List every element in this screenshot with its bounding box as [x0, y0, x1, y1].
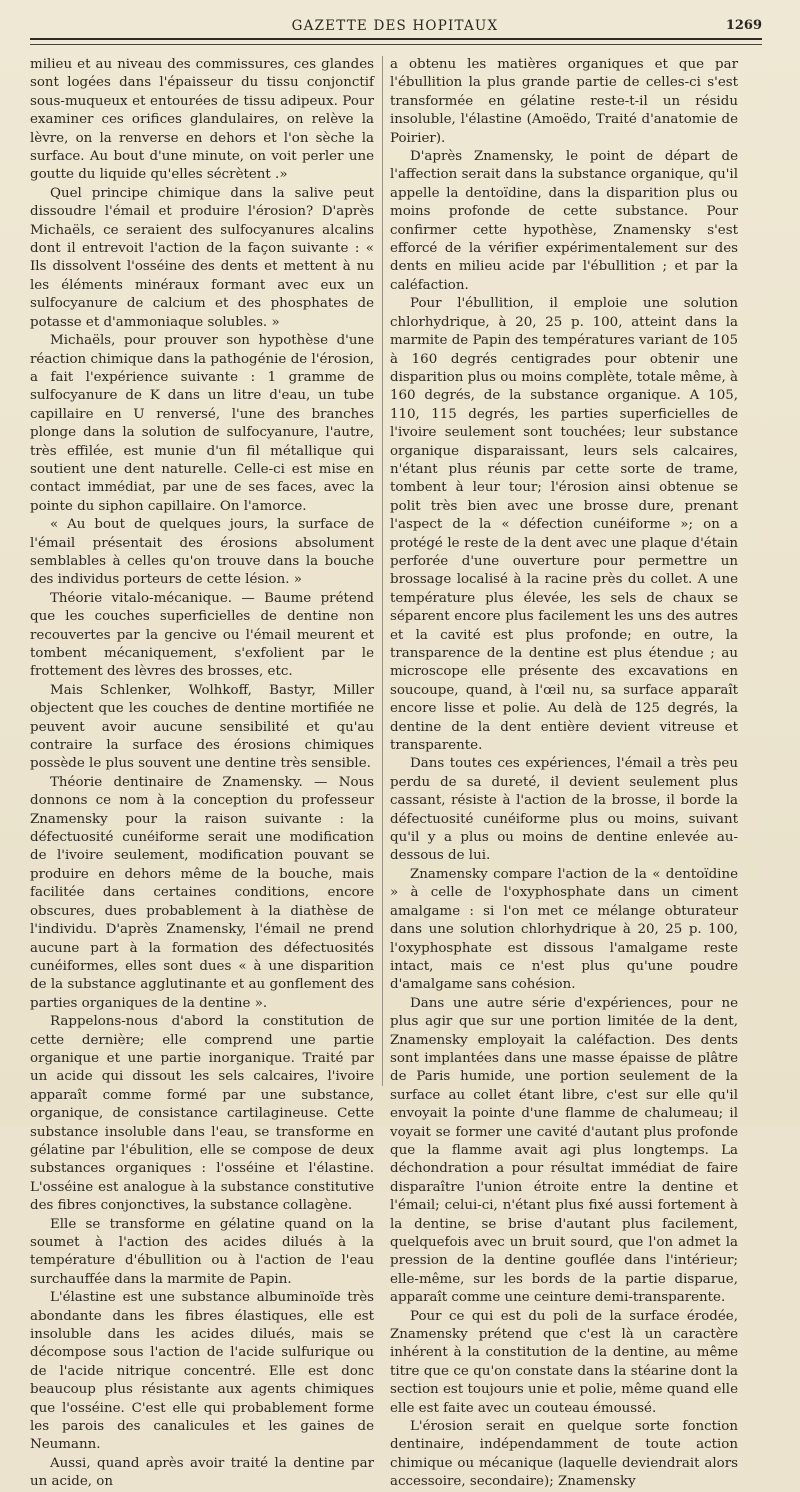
paragraph: Quel principe chimique dans la salive peut dissoudre l'émail et produire l'érosion? D'après Michaëls, ce seraient des sulfocyanures alcalins dont il entrevoit l'action de la façon suivante : « Ils dissolvent l'osséine des dents et mettent à nu les éléments minéraux formant avec eux un sulfocyanure de calcium et des phosphates de potasse et d'ammoniaque solubles. »: [30, 185, 374, 330]
paragraph: milieu et au niveau des commissures, ces glandes sont logées dans l'épaisseur du tissu conjonctif sous-muqueux et entourées de tissu adipeux. Pour examiner ces orifices glandulaires, on relève la lèvre, on la renverse en dehors et l'on sèche la surface. Au bout d'une minute, on voit perler une goutte du liquide qu'elles sécrètent .»: [30, 57, 374, 183]
paragraph: Théorie dentinaire de Znamensky. — Nous donnons ce nom à la conception du professeur Znamensky pour la raison suivante : la défectuosité cunéiforme serait une modification de l'ivoire seulement, modification pouvant se produire en dehors même de la bouche, mais facilitée dans certaines conditions, encore obscures, dues probablement à la diathèse de l'individu. D'après Znamensky, l'émail ne prend aucune part à la formation des défectuosités cunéiformes, elles sont dues « à une disparition de la substance agglutinante et au gonflement des parties organiques de la dentine ».: [30, 774, 374, 1011]
paragraph: Rappelons-nous d'abord la constitution de cette dernière; elle comprend une partie organique et une partie inorganique. Traité par un acide qui dissout les sels calcaires, l'ivoire apparaît comme formé par une substance, organique, de consistance cartilagineuse. Cette substance insoluble dans l'eau, se transforme en gélatine par l'ébulition, elle se compose de deux substances organiques : l'osséine et l'élastine. L'osséine est analogue à la substance constitutive des fibres conjonctives, la substance collagène.: [30, 1014, 374, 1214]
paragraph: a obtenu les matières organiques et que par l'ébullition la plus grande partie de celles-ci s'est transformée en gélatine reste-t-il un résidu insoluble, l'élastine (Amoëdo, Traité d'anatomie de Poirier).: [390, 57, 738, 146]
journal-title: GAZETTE DES HOPITAUX: [291, 18, 499, 34]
paragraph: L'élastine est une substance albuminoïde très abondante dans les fibres élastiques, elle est insoluble dans les acides dilués, mais se décompose sous l'action de l'acide sulfurique ou de l'acide nitrique concentré. Elle est donc beaucoup plus résistante aux agents chimiques que l'osséine. C'est elle qui probablement forme les parois des canalicules et les gaines de Neumann.: [30, 1290, 374, 1453]
paragraph: Znamensky compare l'action de la « dentoïdine » à celle de l'oxyphosphate dans un ciment amalgame : si l'on met ce mélange obturateur dans une solution chlorhydrique à 20, 25 p. 100, l'oxyphosphate est dissous l'amalgame reste intact, mais ce n'est plus qu'une poudre d'amalgame sans cohésion.: [390, 866, 738, 993]
paragraph: Pour ce qui est du poli de la surface érodée, Znamensky prétend que c'est là un caractère inhérent à la constitution de la dentine, au même titre que ce qu'on constate dans la stéarine dont la section est toujours unie et polie, même quand elle elle est faite avec un couteau émoussé.: [390, 1308, 738, 1416]
header-rule-thick: [30, 38, 762, 40]
paragraph: L'érosion serait en quelque sorte fonction dentinaire, indépendamment de toute action chimique ou mécanique (laquelle deviendrait alors accessoire, secondaire); Znamensky: [390, 1419, 738, 1490]
left-column: [30, 56, 374, 1492]
page-header: [28, 14, 762, 38]
page-number: 1269: [725, 18, 762, 33]
paragraph: Mais Schlenker, Wolhkoff, Bastyr, Miller objectent que les couches de dentine mortifiée ne peuvent avoir aucune sensibilité et qu'au contraire la surface des érosions chimiques possède le plus souvent une dentine très sensible.: [30, 682, 374, 772]
paragraph: D'après Znamensky, le point de départ de l'affection serait dans la substance organique, qu'il appelle la dentoïdine, dans la disparition plus ou moins profonde de cette substance. Pour confirmer cette hypothèse, Znamensky s'est efforcé de la vérifier expérimentalement sur des dents en milieu acide par l'ébullition ; et par la caléfaction.: [390, 149, 738, 293]
paragraph: Théorie vitalo-mécanique. — Baume prétend que les couches superficielles de dentine non recouvertes par la gencive ou l'émail meurent et tombent mécaniquement, s'exfolient par le frottement des lèvres des brosses, etc.: [30, 590, 374, 680]
paragraph: Dans une autre série d'expériences, pour ne plus agir que sur une portion limitée de la dent, Znamensky employait la caléfaction. Des dents sont implantées dans une masse épaisse de plâtre de Paris humide, une portion seulement de la surface au collet étant libre, c'est sur elle qu'il envoyait la pointe d'une flamme de chalumeau; il voyait se former une cavité d'autant plus profonde que la flamme avait agi plus longtemps. La déchondration a pour résultat immédiat de faire disparaître l'union étroite entre la dentine et l'émail; celui-ci, n'étant plus fixé aussi fortement à la dentine, se brise d'autant plus facilement, quelquefois avec un bruit sourd, que l'on admet la pression de la dentine gouflée dans l'intérieur; elle-même, sur les bords de la partie disparue, apparaît comme une ceinture demi-transparente.: [390, 995, 738, 1306]
paragraph: Dans toutes ces expériences, l'émail a très peu perdu de sa dureté, il devient seulement plus cassant, résiste à l'action de la brosse, il borde la défectuosité cunéiforme plus ou moins, suivant qu'il y a plus ou moins de dentine enlevée au-dessous de lui.: [390, 756, 738, 864]
paragraph: Pour l'ébullition, il emploie une solution chlorhydrique, à 20, 25 p. 100, atteint dans la marmite de Papin des températures variant de 105 à 160 degrés centigrades pour obtenir une disparition plus ou moins complète, totale même, à 160 degrés, de la substance organique. A 105, 110, 115 degrés, les parties superficielles de l'ivoire seulement sont touchées; leur substance organique disparaissant, leurs sels calcaires, n'étant plus réunis par cette sorte de trame, tombent à leur tour; l'érosion ainsi obtenue se polit très bien avec une brosse dure, prenant l'aspect de la « défection cunéiforme »; on a protégé le reste de la dent avec une plaque d'étain perforée d'une ouverture pour permettre un brossage localisé à la racine près du collet. A une température plus élevée, les sels de chaux se séparent encore plus facilement les uns des autres et la cavité est plus profonde; en outre, la transparence de la dentine est plus étendue ; au microscope elle présente des excavations en soucoupe, quand, à l'œil nu, sa surface apparaît encore lisse et polie. Au delà de 125 degrés, la dentine de la dent entière devient vitreuse et transparente.: [390, 296, 738, 754]
column-divider: [382, 56, 383, 1086]
paragraph: Michaëls, pour prouver son hypothèse d'une réaction chimique dans la pathogénie de l'érosion, a fait l'expérience suivante : 1 gramme de sulfocyanure de K dans un litre d'eau, un tube capillaire en U renversé, l'une des branches plonge dans la solution de sulfocyanure, l'autre, très effilée, est munie d'un fil métallique qui soutient une dent naturelle. Celle-ci est mise en contact immédiat, par une de ses faces, avec la pointe du siphon capillaire. On l'amorce.: [30, 333, 374, 514]
paragraph: Aussi, quand après avoir traité la dentine par un acide, on: [30, 1455, 374, 1490]
paragraph: « Au bout de quelques jours, la surface de l'émail présentait des érosions absolument semblables à celles qu'on trouve dans la bouche des individus porteurs de cette lésion. »: [30, 517, 374, 588]
right-column: [390, 56, 738, 1492]
paragraph: Elle se transforme en gélatine quand on la soumet à l'action des acides dilués à la température d'ébullition ou à l'action de l'eau surchauffée dans la marmite de Papin.: [30, 1216, 374, 1287]
header-rule-thin: [30, 44, 762, 45]
